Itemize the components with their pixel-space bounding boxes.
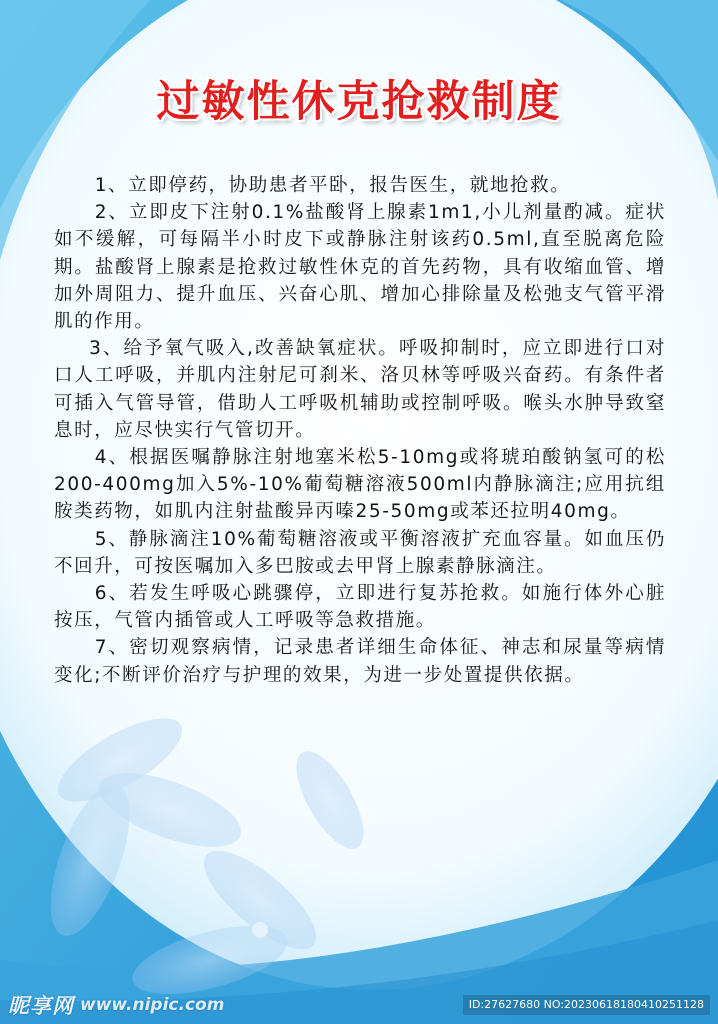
paragraph-5: 5、静脉滴注10%葡萄糖溶液或平衡溶液扩充血容量。如血压仍不回升，可按医嘱加入多巴胺或去甲肾上腺素静脉滴注。: [54, 528, 666, 577]
paragraph-2: 2、立即皮下注射0.1%盐酸肾上腺素1m1,小儿剂量酌减。症状如不缓解，可每隔半小时皮下或静脉注射该药0.5ml,直至脱离危险期。盐酸肾上腺素是抢救过敏性休克的首先药物，具有收缩血管、增加外周阻力、提升血压、兴奋心肌、增加心排除量及松弛支气管平滑肌的作用。: [54, 202, 666, 333]
watermark-url: www.nipic.com: [80, 995, 225, 1015]
paragraph-1: 1、立即停药，协助患者平卧，报告医生，就地抢救。: [94, 175, 571, 196]
watermark-logo: [8, 990, 224, 1020]
document-body: [54, 172, 666, 689]
watermark-id: ID:27627680 NO:20230618180410251128: [463, 995, 710, 1015]
paragraph-6: 6、若发生呼吸心跳骤停，立即进行复苏抢救。如施行体外心脏按压，气管内插管或人工呼吸等急救措施。: [54, 583, 666, 632]
paragraph-4: 4、根据医嘱静脉注射地塞米松5-10mg或将琥珀酸钠氢可的松200-400mg加入5%-10%葡萄糖溶液500ml内静脉滴注;应用抗组胺类药物，如肌内注射盐酸异丙嗪25-50mg或苯还拉明40mg。: [54, 447, 666, 523]
paragraph-3: 3、给予氧气吸入,改善缺氧症状。呼吸抑制时，应立即进行口对口人工呼吸，并肌内注射尼可刹米、洛贝林等呼吸兴奋药。有条件者可插入气管导管，借助人工呼吸机辅助或控制呼吸。喉头水肿导致窒息时，应尽快实行气管切开。: [54, 338, 666, 441]
watermark-logo-text: 昵享网: [8, 994, 74, 1018]
page-title: 过敏性休克抢救制度: [156, 77, 562, 127]
paragraph-7: 7、密切观察病情，记录患者详细生命体征、神志和尿量等病情变化;不断评价治疗与护理的效果，为进一步处置提供依据。: [54, 637, 666, 686]
